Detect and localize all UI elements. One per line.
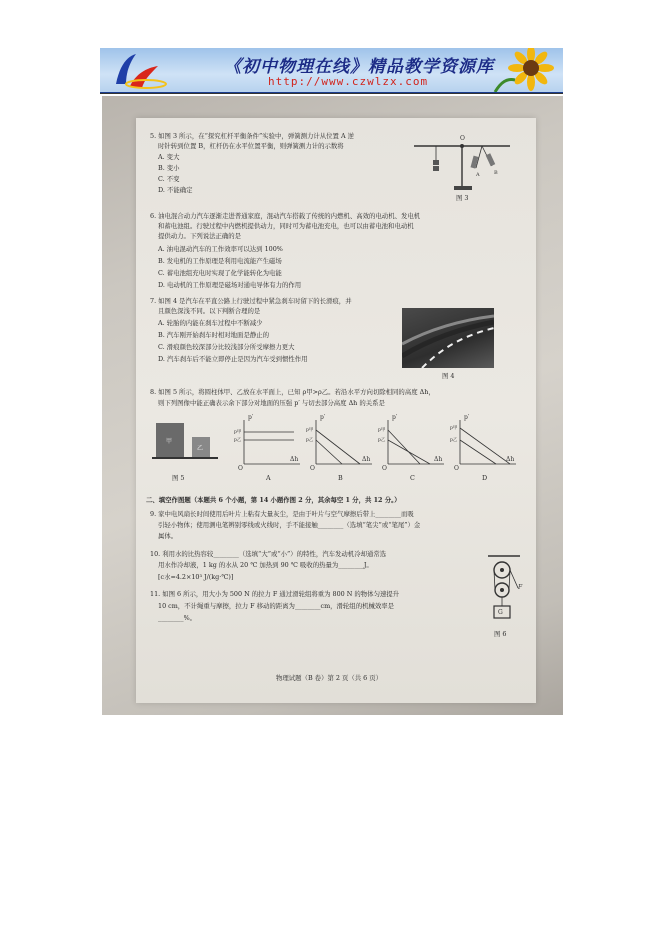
graph-c-origin: O [382,465,387,472]
q7-option-d: D. 汽车刹车后不能立即停止是因为汽车受到惯性作用 [158,355,308,363]
graph-c-label: C [410,474,415,482]
graph-b-origin: O [310,465,315,472]
page-footer: 物理试题（B 卷）第 2 页（共 6 页） [276,674,383,682]
q9-line1: 9. 家中电风扇长时间使用后叶片上粘有大量灰尘，是由于叶片与空气摩擦后带上________而吸 [150,510,414,518]
exam-paper [136,118,536,703]
graph-a-p-axis: p′ [248,414,254,421]
figure4-road-photo [402,308,494,368]
q5-option-d: D. 不能确定 [158,186,193,194]
graph-b-label: B [338,474,343,482]
graph-a-label: A [266,474,271,482]
graph-c-p-axis: p′ [392,414,398,421]
svg-text:O: O [460,135,465,142]
figure3-caption: 图 3 [456,194,469,202]
q6-option-d: D. 电动机的工作原理是磁场对通电导体有力的作用 [158,281,302,289]
cylinder-yi-label: 乙 [197,445,204,452]
q6-option-c: C. 蓄电池组充电时实现了化学能转化为电能 [158,269,282,277]
q5-line1: 5. 如图 3 所示，在“探究杠杆平衡条件”实验中，弹簧测力计从位置 A 逆 [150,132,355,140]
graph-b-p-axis: p′ [320,414,326,421]
exam-photo [102,96,563,715]
graph-a-dh-axis: Δh [290,456,299,463]
graph-a-origin: O [238,465,243,472]
figure6-caption: 图 6 [494,630,507,638]
q6-line2: 和蓄电池组。行驶过程中内燃机提供动力，同时可为蓄电池充电，也可以由蓄电池和电动机 [158,222,414,230]
cylinder-jia [156,423,184,457]
section2-heading: 二、填空作图题（本题共 6 个小题，第 14 小题作图 2 分，其余每空 1 分，共 12 分。） [146,496,401,504]
q11-line1: 11. 如图 6 所示，用大小为 500 N 的拉力 F 通过滑轮组将重为 800 N 的物体匀速提升 [150,590,400,598]
q7-option-c: C. 滑痕颜色较深部分比较浅部分所受摩擦力更大 [158,343,295,351]
site-logo-icon [106,50,170,90]
q7-line1: 7. 如图 4 是汽车在平直公路上行驶过程中紧急刹车时留下的长滑痕，并 [150,297,352,305]
banner-divider [100,93,563,94]
graph-c-pjia: p甲 [378,428,386,433]
q11-line2: 10 cm，不计绳重与摩擦，拉力 F 移动的距离为________cm，滑轮组的机械效率是 [158,602,395,610]
figure6-weight-label: G [498,609,503,616]
q7-option-b: B. 汽车刚开始刹车时相对地面是静止的 [158,331,270,339]
graph-c-dh-axis: Δh [434,456,443,463]
q5-option-b: B. 变小 [158,164,180,172]
q9-line3: 属体。 [158,532,178,540]
q6-option-b: B. 发电机的工作原理是利用电流能产生磁场 [158,257,282,265]
banner-title: 《初中物理在线》精品教学资源库 [224,57,494,77]
ground-line [152,457,218,459]
graph-b-dh-axis: Δh [362,456,371,463]
graph-b-pyi: p乙 [306,438,314,443]
graph-c-pyi: p乙 [378,438,386,443]
graph-d-label: D [482,474,488,482]
graph-d-p-axis: p′ [464,414,470,421]
svg-text:A: A [476,172,480,178]
q7-line2: 且颜色深浅不同。以下判断合理的是 [158,307,261,315]
q6-line3: 提供动力。下列说法正确的是 [158,232,242,240]
q8-line2: 则下列图像中能正确表示余下部分对地面的压强 p′ 与切去部分高度 Δh 的关系是 [158,399,385,407]
q6-option-a: A. 油电混动汽车的工作效率可以达到 100% [158,245,283,253]
q5-option-c: C. 不变 [158,175,180,183]
graph-d-origin: O [454,465,459,472]
banner-url[interactable]: http://www.czwlzx.com [268,75,429,88]
svg-text:B: B [494,170,498,176]
sunflower-icon [491,48,561,92]
cylinder-jia-label: 甲 [166,438,173,445]
q5-option-a: A. 变大 [158,153,180,161]
figure6-force-label: F [518,584,523,591]
graph-d-dh-axis: Δh [506,456,515,463]
figure4-caption: 图 4 [442,372,455,380]
figure3-lever-diagram [412,132,512,192]
q8-line1: 8. 如图 5 所示，将圆柱体甲、乙放在水平面上，已知 ρ甲>ρ乙。若沿水平方向切除相同的高度 Δh， [150,388,435,396]
q6-line1: 6. 油电混合动力汽车逐渐走进普通家庭，混动汽车搭载了传统的内燃机、高效的电动机、发电机 [150,212,421,220]
q10-line3: [c水=4.2×10³ J/(kg·℃)] [158,573,234,581]
q10-line1: 10. 利用水的比热容较________（选填“大”或“小”）的特性，汽车发动机冷却通常选 [150,550,387,558]
cylinder-yi [192,437,210,457]
q10-line2: 用水作冷却液，1 kg 的水从 20 ℃ 加热到 90 ℃ 吸收的热量为________J。 [158,561,373,569]
q7-option-a: A. 轮胎的内能在刹车过程中不断减少 [158,319,263,327]
graph-d-pjia: p甲 [450,426,458,431]
figure5-caption: 图 5 [172,474,185,482]
q9-line2: 引轻小物体；使用测电笔辨别零线或火线时，手不能接触________（选填“笔尖”或“笔尾”）金 [158,521,421,529]
q11-line3: ________%。 [158,614,197,622]
graph-d-pyi: p乙 [450,438,458,443]
q5-line2: 时针转到位置 B，杠杆仍在水平位置平衡，则弹簧测力计的示数将 [158,142,344,150]
graph-a-pyi: p乙 [234,438,242,443]
figure5-cylinders [156,423,216,461]
graph-b-pjia: p甲 [306,428,314,433]
site-banner [100,48,563,94]
graph-a-pjia: p甲 [234,430,242,435]
